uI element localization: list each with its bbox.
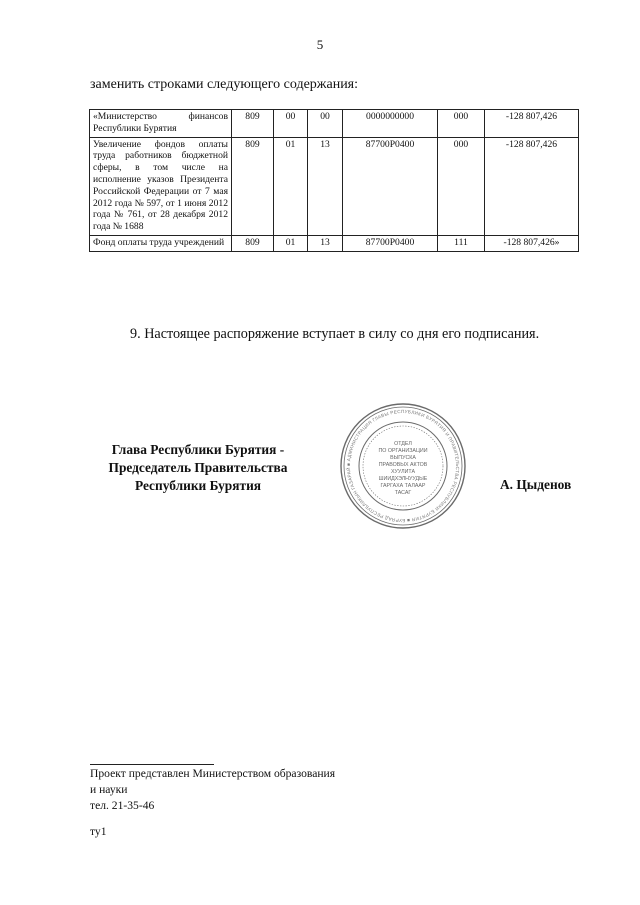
- table-row: [90, 137, 579, 235]
- seal-line: ГАРГАХА ТАЛААР: [380, 483, 426, 489]
- seal-line: ОТДЕЛ: [394, 441, 412, 447]
- table-cell-code: 13: [308, 235, 343, 251]
- table-row: [90, 110, 579, 138]
- seal-line: ПО ОРГАНИЗАЦИИ: [378, 448, 428, 454]
- table-cell-code: -128 807,426»: [485, 235, 579, 251]
- decree-item-9: 9. Настоящее распоряжение вступает в силу со дня его подписания.: [130, 326, 540, 342]
- table-cell-code: 00: [274, 110, 308, 138]
- table-cell-code: 87700Р0400: [343, 235, 438, 251]
- table-cell-code: 87700Р0400: [343, 137, 438, 235]
- page-number: 5: [316, 37, 324, 52]
- table-cell-code: -128 807,426: [485, 137, 579, 235]
- table-cell-code: 809: [232, 235, 274, 251]
- svg-text:■ АДМИНИСТРАЦИЯ ГЛАВЫ РЕСПУБЛИ: ■ АДМИНИСТРАЦИЯ ГЛАВЫ РЕСПУБЛИКИ БУРЯТИЯ И ПРАВИТЕЛЬСТВА РЕСПУБЛИКИ БУРЯТИЯ ■ БУРЯАД РЕСПУБЛИКЫН ГАЗАРАЙ: [345, 408, 461, 524]
- seal-line: ХУУЛИТА: [391, 469, 415, 475]
- signatory-title: [90, 441, 306, 495]
- table-row: [90, 235, 579, 251]
- seal-line: ВЫПУСКА: [390, 455, 416, 461]
- lead-text: заменить строками следующего содержания:: [90, 77, 359, 92]
- budget-amendment-table: [89, 109, 579, 252]
- seal-line: ПРАВОВЫХ АКТОВ: [378, 462, 428, 468]
- table-cell-code: 809: [232, 110, 274, 138]
- signatory-title-line: Глава Республики Бурятия -: [111, 442, 285, 457]
- table-cell-code: 13: [308, 137, 343, 235]
- footnote-line: и науки: [90, 783, 128, 796]
- footnote: [90, 766, 335, 814]
- table-cell-code: 000: [438, 110, 485, 138]
- signatory-name: А. Цыденов: [500, 477, 572, 492]
- table-cell-name: Фонд оплаты труда учреждений: [90, 235, 232, 251]
- table-cell-code: -128 807,426: [485, 110, 579, 138]
- footnote-divider: [90, 764, 214, 765]
- signatory-title-line: Республики Бурятия: [134, 478, 262, 493]
- signatory-title-line: Председатель Правительства: [108, 460, 288, 475]
- footnote-line: тел. 21-35-46: [90, 799, 155, 812]
- table-cell-name: «Министерство финансов Республики Бурятия: [90, 110, 232, 138]
- executor-code: ту1: [90, 825, 107, 838]
- table-cell-code: 111: [438, 235, 485, 251]
- table-cell-name: Увеличение фондов оплаты труда работников бюджетной сферы, в том числе на исполнение указов Президента Российской Федерации от 7 мая 2012 года № 597, от 1 июня 2012 года № 761, от 28 декабря 2012 года № 1688: [90, 137, 232, 235]
- seal-line: ШИИДХЭЛНУУДЫЕ: [378, 476, 428, 482]
- table-cell-code: 0000000000: [343, 110, 438, 138]
- seal-line: ТАСАГ: [394, 490, 412, 496]
- official-seal: [339, 402, 467, 530]
- table-cell-code: 01: [274, 137, 308, 235]
- table-cell-code: 809: [232, 137, 274, 235]
- table-cell-code: 01: [274, 235, 308, 251]
- table-cell-code: 00: [308, 110, 343, 138]
- table-cell-code: 000: [438, 137, 485, 235]
- footnote-line: Проект представлен Министерством образования: [90, 767, 336, 780]
